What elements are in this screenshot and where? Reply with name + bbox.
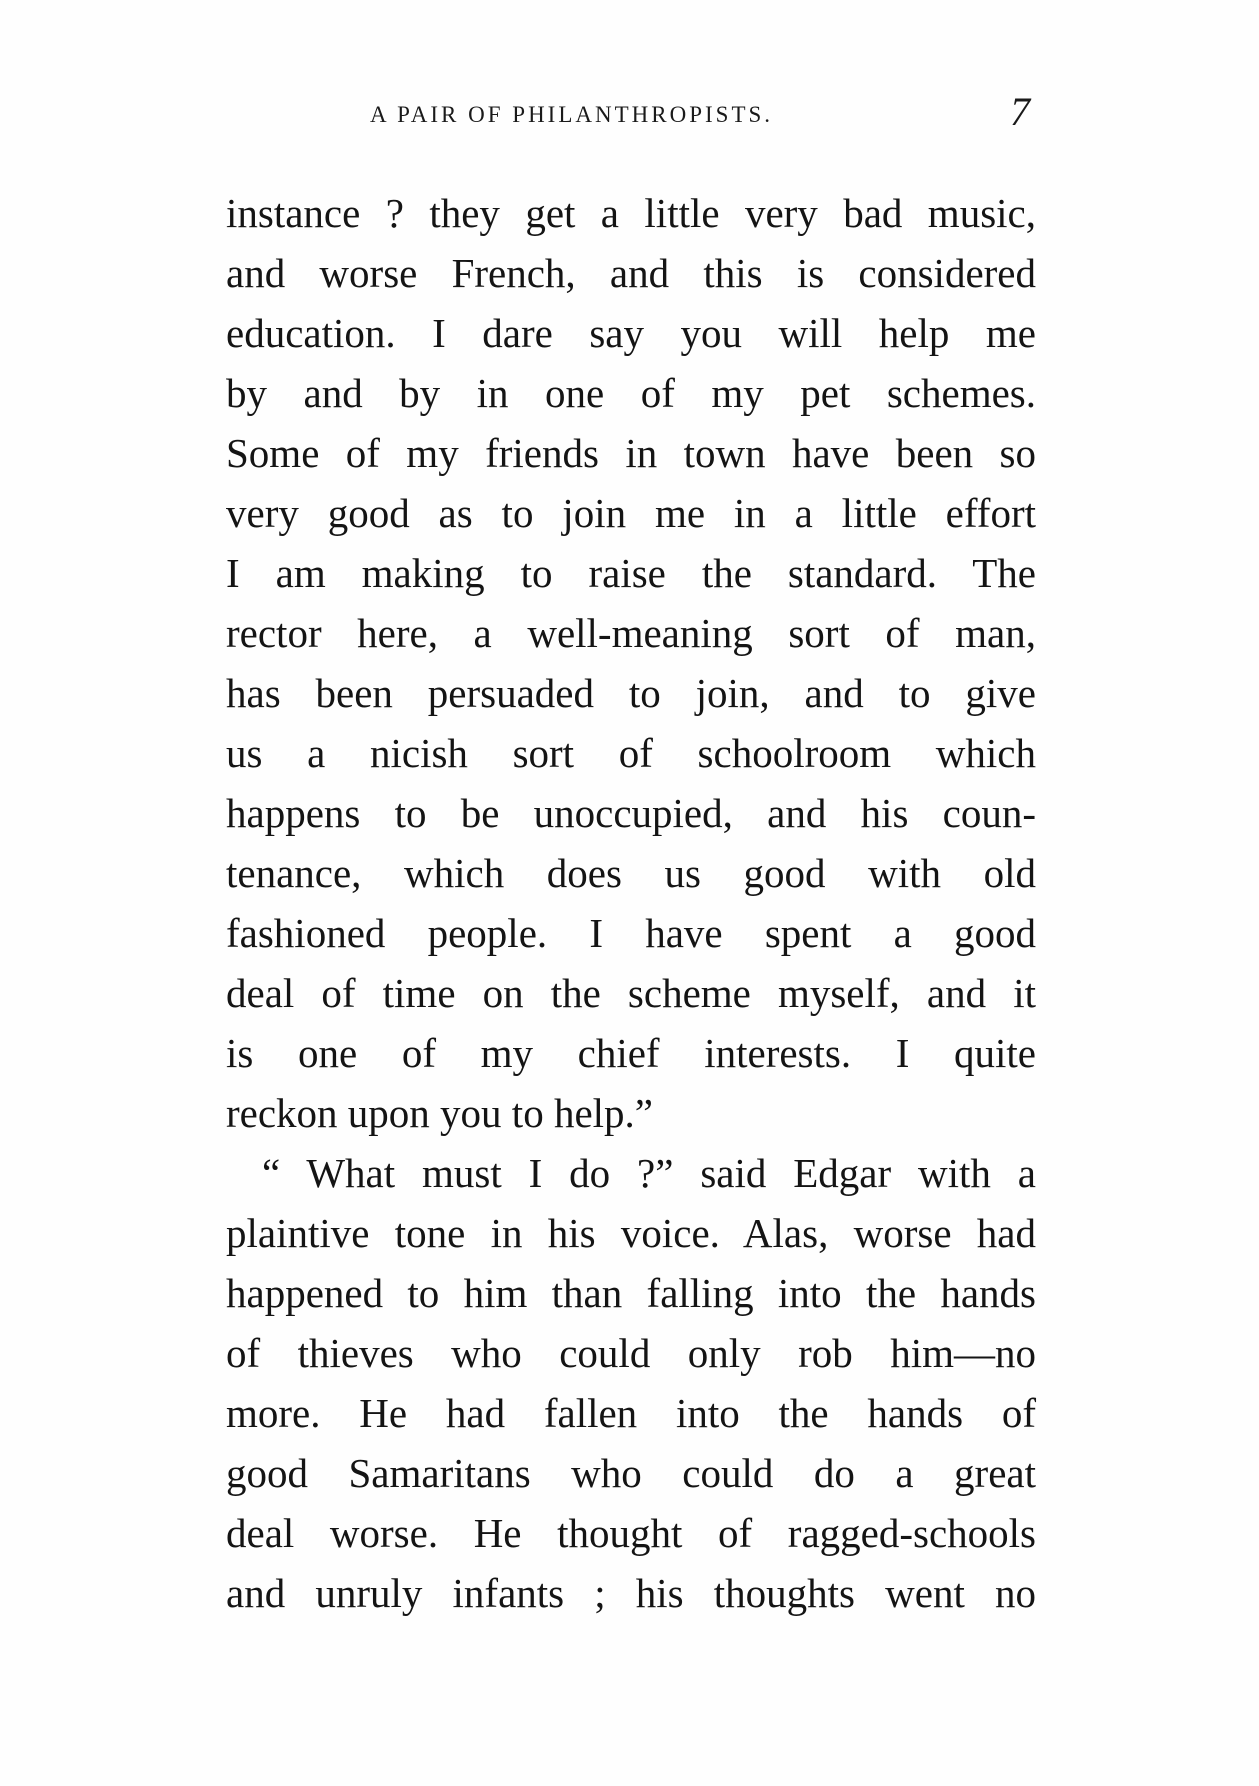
text-line: rector here, a well-meaning sort of man, <box>226 610 1036 656</box>
text-line: deal of time on the scheme myself, and it <box>226 970 1036 1016</box>
running-head: A PAIR OF PHILANTHROPISTS. <box>370 102 774 127</box>
text-line: of thieves who could only rob him—no <box>226 1330 1036 1376</box>
text-line: happened to him than falling into the hands <box>226 1270 1036 1316</box>
text-line: Some of my friends in town have been so <box>226 430 1036 476</box>
text-line: education. I dare say you will help me <box>226 310 1036 356</box>
text-line: “ What must I do ?” said Edgar with a <box>262 1150 1036 1196</box>
text-line: happens to be unoccupied, and his coun- <box>226 790 1036 836</box>
text-line: reckon upon you to help.” <box>226 1090 653 1136</box>
text-line: by and by in one of my pet schemes. <box>226 370 1036 416</box>
text-line: tenance, which does us good with old <box>226 850 1036 896</box>
text-line: and worse French, and this is considered <box>226 250 1036 296</box>
text-line: I am making to raise the standard. The <box>226 550 1036 596</box>
body-text <box>226 183 1036 1623</box>
text-line: fashioned people. I have spent a good <box>226 910 1036 956</box>
text-line: more. He had fallen into the hands of <box>226 1390 1036 1436</box>
text-line: is one of my chief interests. I quite <box>226 1030 1036 1076</box>
text-line: deal worse. He thought of ragged-schools <box>226 1510 1036 1556</box>
text-line: instance ? they get a little very bad music, <box>226 190 1036 236</box>
text-line: good Samaritans who could do a great <box>226 1450 1036 1496</box>
text-line: has been persuaded to join, and to give <box>226 670 1036 716</box>
page-number: 7 <box>1010 89 1030 134</box>
text-line: us a nicish sort of schoolroom which <box>226 730 1036 776</box>
text-line: plaintive tone in his voice. Alas, worse had <box>226 1210 1036 1256</box>
text-line: very good as to join me in a little effort <box>226 490 1036 536</box>
text-line: and unruly infants ; his thoughts went no <box>226 1570 1036 1616</box>
